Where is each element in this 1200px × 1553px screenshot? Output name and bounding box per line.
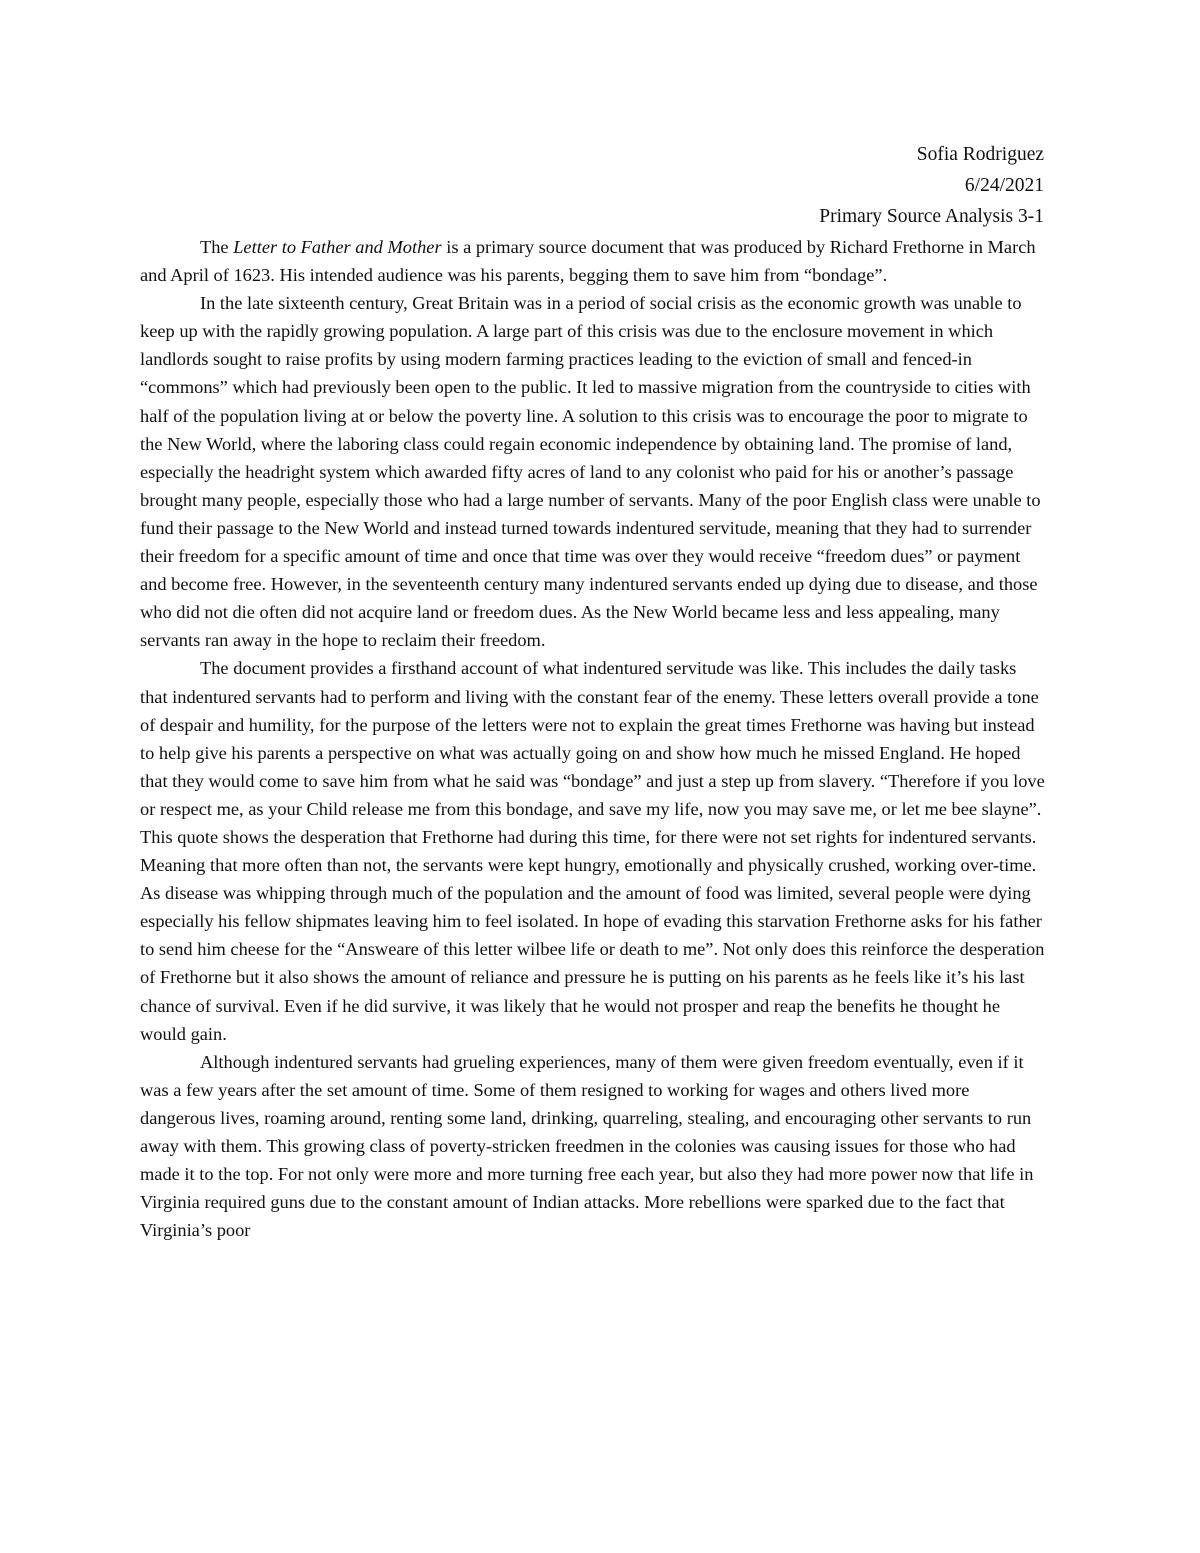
document-header	[140, 139, 1044, 232]
paragraph-aftermath: Although indentured servants had grueling experiences, many of them were given freedom eventually, even if it was a few years after the set amount of time. Some of them resigned to working for wages and others lived more dangerous lives, roaming around, renting some land, drinking, quarreling, stealing, and encouraging other servants to run away with them. This growing class of poverty-stricken freedmen in the colonies was causing issues for those who had made it to the top. For not only were more and more turning free each year, but also they had more power now that life in Virginia required guns due to the constant amount of Indian attacks. More rebellions were sparked due to the fact that Virginia’s poor	[140, 1051, 1034, 1241]
paragraph-introduction	[140, 233, 1046, 289]
document-body	[140, 233, 1046, 1244]
paragraph-historical-context: In the late sixteenth century, Great Britain was in a period of social crisis as the economic growth was unable to keep up with the rapidly growing population. A large part of this crisis was due to the enclosure movement in which landlords sought to raise profits by using modern farming practices leading to the eviction of small and fenced-in “commons” which had previously been open to the public. It led to massive migration from the countryside to cities with half of the population living at or below the poverty line. A solution to this crisis was to encourage the poor to migrate to the New World, where the laboring class could regain economic independence by obtaining land. The promise of land, especially the headright system which awarded fifty acres of land to any colonist who paid for his or another’s passage brought many people, especially those who had a large number of servants. Many of the poor English class were unable to fund their passage to the New World and instead turned towards indentured servitude, meaning that they had to surrender their freedom for a specific amount of time and once that time was over they would receive “freedom dues” or payment and become free. However, in the seventeenth century many indentured servants ended up dying due to disease, and those who did not die often did not acquire land or freedom dues. As the New World became less and less appealing, many servants ran away in the hope to reclaim their freedom.	[140, 293, 1041, 651]
document-date: 6/24/2021	[964, 175, 1044, 196]
paragraph-introduction-rest: is a primary source document that was produced by Richard Frethorne in March and April of 1623. His intended audience was his parents, begging them to save him from “bondage”.	[140, 237, 1036, 286]
paragraph-introduction-lead: The	[200, 237, 234, 257]
assignment-title: Primary Source Analysis 3-1	[819, 206, 1044, 227]
paragraph-document-analysis: The document provides a firsthand account of what indentured servitude was like. This includes the daily tasks that indentured servants had to perform and living with the constant fear of the enemy. These letters overall provide a tone of despair and humility, for the purpose of the letters were not to explain the great times Frethorne was having but instead to help give his parents a perspective on what was actually going on and show how much he missed England. He hoped that they would come to save him from what he said was “bondage” and just a step up from slavery. “Therefore if you love or respect me, as your Child release me from this bondage, and save my life, now you may save me, or let me bee slayne”. This quote shows the desperation that Frethorne had during this time, for there were not set rights for indentured servants. Meaning that more often than not, the servants were kept hungry, emotionally and physically crushed, working over-time. As disease was whipping through much of the population and the amount of food was limited, several people were dying especially his fellow shipmates leaving him to feel isolated. In hope of evading this starvation Frethorne asks for his father to send him cheese for the “Answeare of this letter wilbee life or death to me”. Not only does this reinforce the desperation of Frethorne but it also shows the amount of reliance and pressure he is putting on his parents as he feels like it’s his last chance of survival. Even if he did survive, it was likely that he would not prosper and reap the benefits he thought he would gain.	[140, 658, 1045, 1044]
author-name: Sofia Rodriguez	[916, 144, 1044, 165]
source-title: Letter to Father and Mother	[233, 237, 442, 257]
